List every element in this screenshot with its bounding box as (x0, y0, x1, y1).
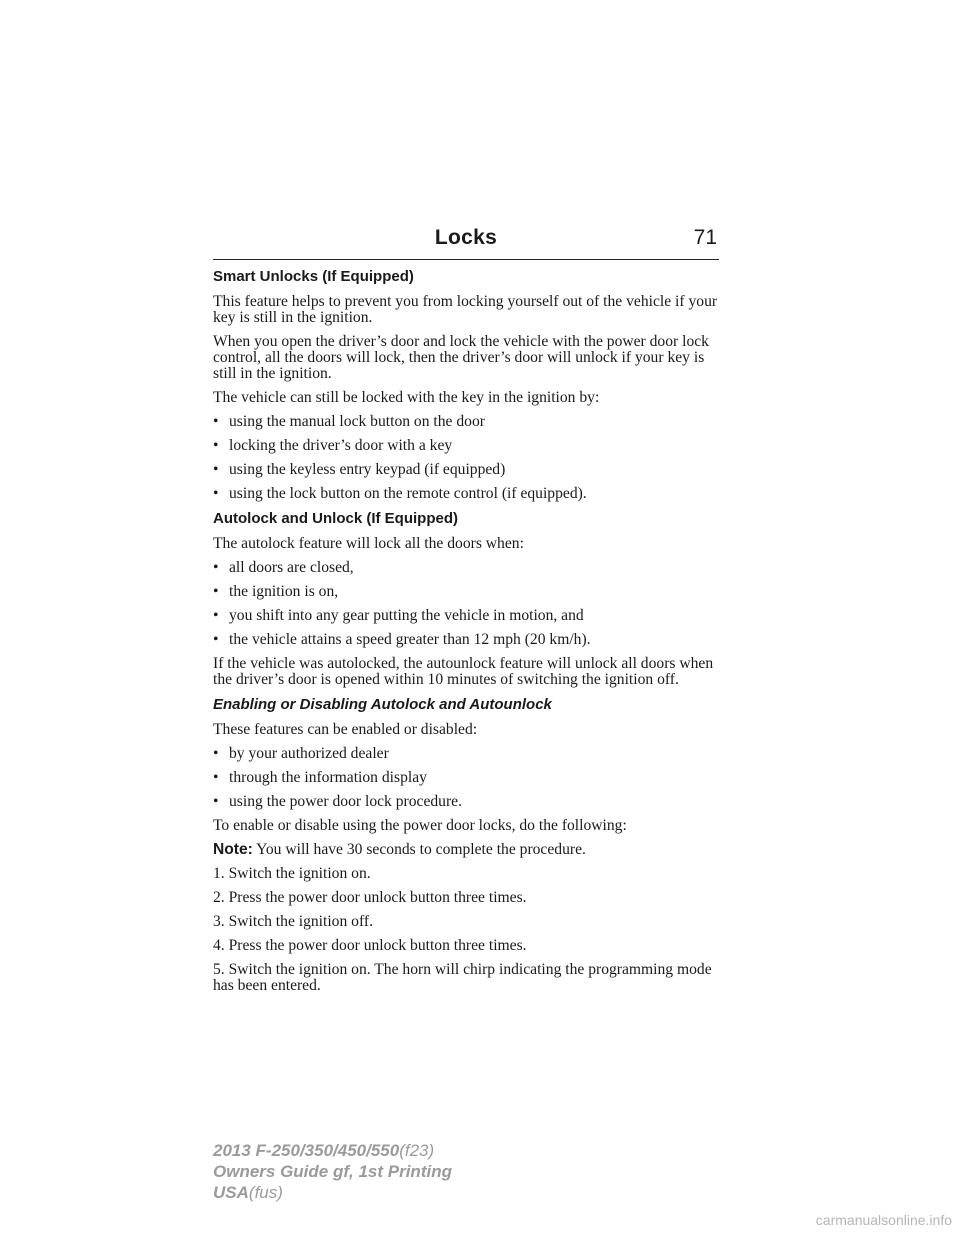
bullet-list-autolock (213, 560, 725, 648)
watermark: carmanualsonline.info (815, 1212, 952, 1228)
bullet-glyph: • (213, 607, 219, 624)
heading-autolock: Autolock and Unlock (If Equipped) (213, 510, 458, 527)
paragraph: These features can be enabled or disabled: (213, 721, 478, 738)
list-item: • by your authorized dealer (213, 745, 389, 762)
print-footer (213, 1140, 452, 1203)
bullet-list-smart (213, 414, 725, 502)
list-item: • the ignition is on, (213, 583, 339, 600)
footer-line: 2013 F-250/350/450/550(f23) (213, 1141, 435, 1160)
bullet-list-enabling (213, 746, 725, 810)
page-body (213, 268, 725, 1002)
page-header (213, 226, 719, 260)
paragraph: To enable or disable using the power door locks, do the following: (213, 817, 627, 834)
page-number: 71 (693, 226, 717, 249)
list-item: • through the information display (213, 769, 427, 786)
heading-enabling: Enabling or Disabling Autolock and Autounlock (213, 696, 552, 713)
paragraph: The vehicle can still be locked with the key in the ignition by: (213, 389, 600, 406)
bullet-glyph: • (213, 631, 219, 648)
list-item: • you shift into any gear putting the vehicle in motion, and (213, 607, 584, 624)
step: 5. Switch the ignition on. The horn will chirp indicating the programming mode has been entered. (213, 961, 712, 994)
paragraph: If the vehicle was autolocked, the autounlock feature will unlock all doors when the driver’s door is opened within 10 minutes of switching the ignition off. (213, 655, 714, 688)
paragraph: When you open the driver’s door and lock the vehicle with the power door lock control, all the doors will lock, then the driver’s door will unlock if your key is still in the ignition. (213, 333, 709, 382)
bullet-glyph: • (213, 437, 219, 454)
list-item: • using the lock button on the remote control (if equipped). (213, 485, 587, 502)
note (213, 842, 725, 858)
bullet-glyph: • (213, 559, 219, 576)
step: 2. Press the power door unlock button three times. (213, 889, 527, 906)
list-item: • using the manual lock button on the door (213, 413, 485, 430)
paragraph: The autolock feature will lock all the doors when: (213, 535, 524, 552)
footer-line: Owners Guide gf, 1st Printing (213, 1162, 452, 1181)
list-item: • using the power door lock procedure. (213, 793, 462, 810)
list-item: • all doors are closed, (213, 559, 354, 576)
bullet-glyph: • (213, 745, 219, 762)
paragraph: This feature helps to prevent you from locking yourself out of the vehicle if your key is still in the ignition. (213, 293, 718, 326)
step: 1. Switch the ignition on. (213, 865, 371, 882)
bullet-glyph: • (213, 485, 219, 502)
bullet-glyph: • (213, 413, 219, 430)
step: 4. Press the power door unlock button three times. (213, 937, 527, 954)
heading-smart-unlocks: Smart Unlocks (If Equipped) (213, 268, 414, 285)
list-item: • using the keyless entry keypad (if equipped) (213, 461, 506, 478)
list-item: • the vehicle attains a speed greater than 12 mph (20 km/h). (213, 631, 591, 648)
note-text: You will have 30 seconds to complete the procedure. (252, 841, 586, 858)
bullet-glyph: • (213, 769, 219, 786)
step: 3. Switch the ignition off. (213, 913, 373, 930)
bullet-glyph: • (213, 793, 219, 810)
chapter-title: Locks (434, 226, 498, 249)
note-label: Note: (213, 841, 253, 858)
bullet-glyph: • (213, 461, 219, 478)
footer-line: USA(fus) (213, 1183, 283, 1202)
header-rule (213, 259, 719, 260)
list-item: • locking the driver’s door with a key (213, 437, 453, 454)
bullet-glyph: • (213, 583, 219, 600)
